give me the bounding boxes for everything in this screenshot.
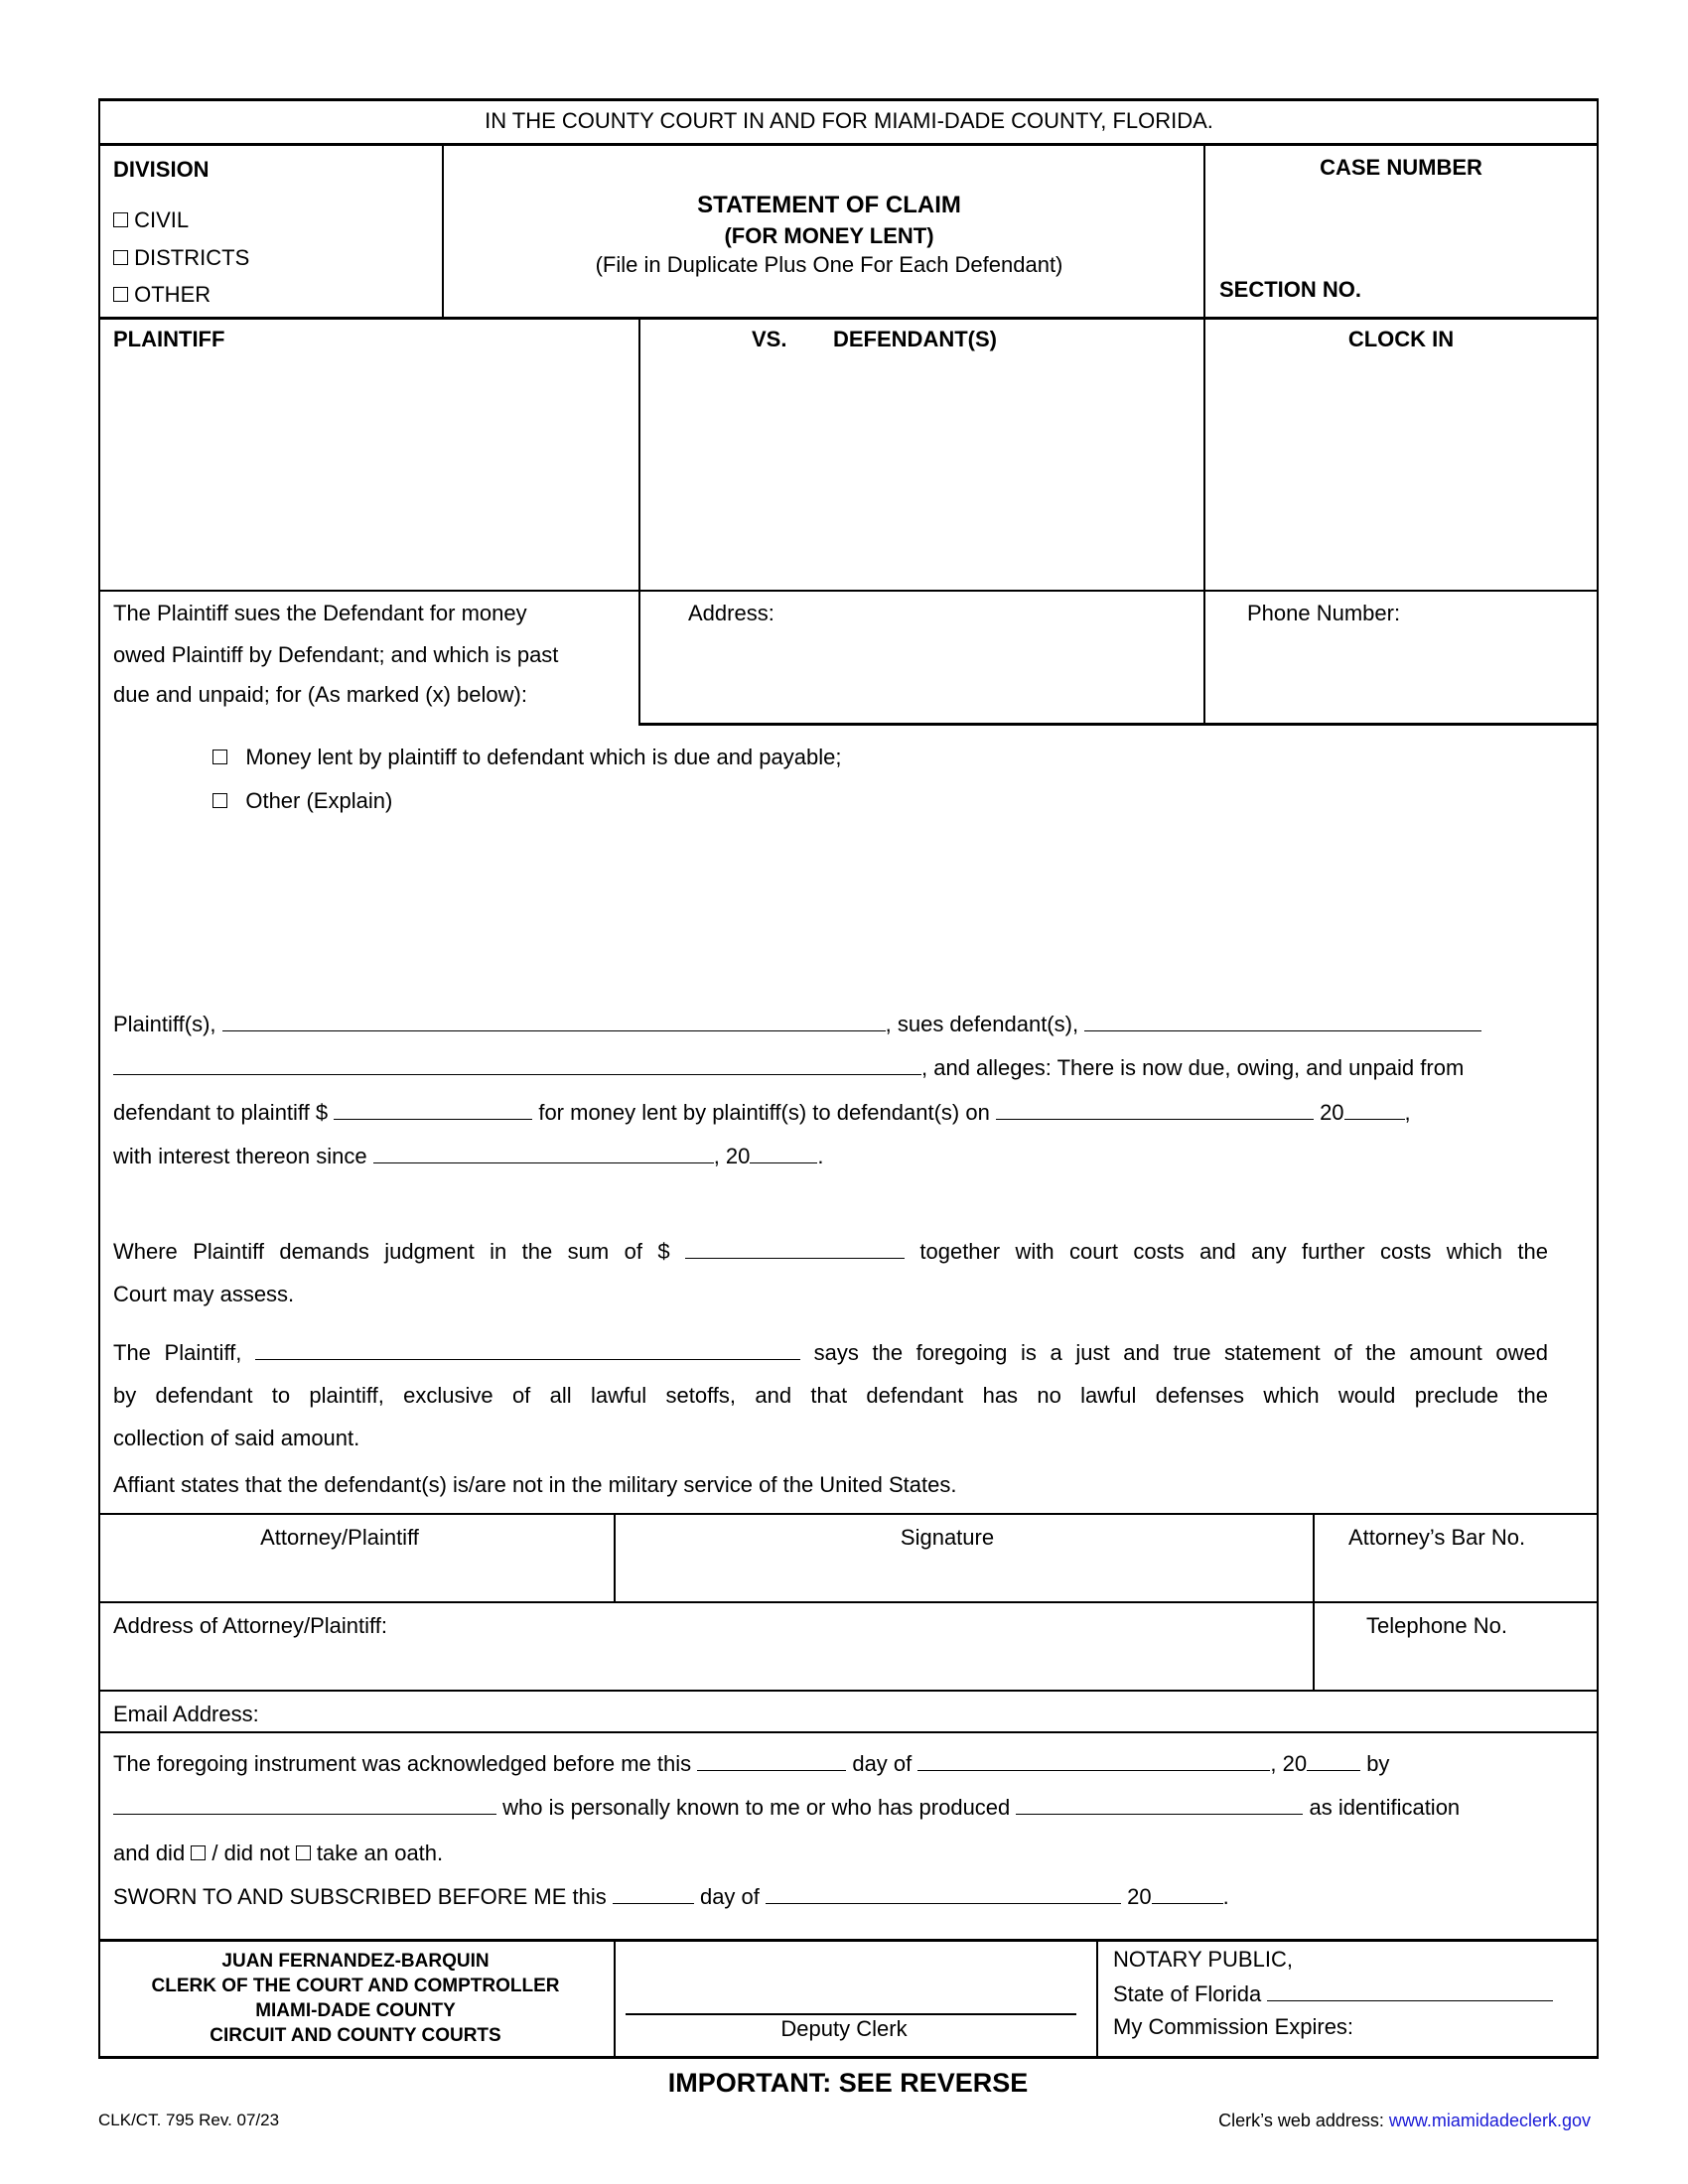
web-address [1218,2109,1591,2132]
option-label: DISTRICTS [134,245,250,270]
defendant-name-field[interactable] [1084,1013,1481,1031]
form-subtitle: (FOR MONEY LENT) [724,223,934,248]
text: 20 [1121,1884,1152,1909]
option-label: Other (Explain) [245,788,393,813]
claim-money-lent[interactable] [212,746,841,769]
loan-date-field[interactable] [996,1101,1314,1120]
text: day of [846,1751,918,1776]
text: , 20 [1270,1751,1308,1776]
text: State of Florida [1113,1981,1268,2006]
notary-line [113,1885,1229,1909]
text: for money lent by plaintiff(s) to defendant(s) on [532,1100,996,1125]
body-line [113,1101,1411,1125]
frame-left [98,98,100,2059]
intro-text: due and unpaid; for (As marked (x) below): [113,682,527,707]
text: and did [113,1841,192,1865]
text: Plaintiff(s), [113,1012,222,1036]
state-line [1113,1982,1553,2006]
intro-text: owed Plaintiff by Defendant; and which is past [113,642,559,667]
telephone-label: Telephone No. [1366,1613,1507,1638]
clerk-name: JUAN FERNANDEZ-BARQUIN [221,1951,490,1972]
state-field[interactable] [1267,1982,1553,2001]
divider [1203,144,1205,724]
divider [98,1513,1599,1515]
form-id: CLK/CT. 795 Rev. 07/23 [98,2111,280,2129]
text: says the foregoing is a just and true statement of the amount owed [813,1340,1548,1365]
text: , 20 [713,1144,751,1168]
amount-field[interactable] [334,1101,532,1120]
text: 20 [1313,1100,1344,1125]
option-label: Money lent by plaintiff to defendant which is due and payable; [245,745,842,769]
clerk-website-link[interactable]: www.miamidadeclerk.gov [1388,2111,1591,2130]
attorney-address-label: Address of Attorney/Plaintiff: [113,1613,387,1638]
commission-expires-label: My Commission Expires: [1113,2014,1354,2039]
body-line [113,1240,1548,1264]
clock-in-label: CLOCK IN [1347,327,1455,351]
form-title: STATEMENT OF CLAIM [697,192,961,218]
plaintiff-name-field[interactable] [222,1013,886,1031]
text: The Plaintiff, [113,1340,255,1365]
divider [98,1731,1599,1733]
clerk-title: CLERK OF THE COURT AND COMPTROLLER [151,1976,560,1996]
body-line [113,1013,1481,1036]
divider [1096,1940,1098,2057]
division-civil[interactable] [113,208,189,232]
text: SWORN TO AND SUBSCRIBED BEFORE ME this [113,1884,613,1909]
section-no-label: SECTION NO. [1219,277,1362,302]
divider [1313,1514,1315,1691]
body-line: Court may assess. [113,1282,295,1306]
divider [638,318,640,724]
did-not-oath-checkbox[interactable] [296,1845,311,1860]
acknowledger-name-field[interactable] [113,1796,496,1815]
body-line [113,1341,1548,1365]
text: as identification [1303,1795,1461,1820]
address-label: Address: [688,601,774,625]
bar-no-label: Attorney’s Bar No. [1347,1525,1526,1550]
divider [98,1690,1599,1692]
text: / did not [206,1841,296,1865]
text: by [1360,1751,1390,1776]
text: , sues defendant(s), [885,1012,1085,1036]
notary-line [113,1842,443,1865]
text: The foregoing instrument was acknowledged before me this [113,1751,698,1776]
body-line: by defendant to plaintiff, exclusive of all lawful setoffs, and that defendant has no lawful defenses which would preclude the [113,1383,1548,1408]
deputy-clerk-signature-line[interactable] [626,2013,1076,2015]
important-notice: IMPORTANT: SEE REVERSE [667,2068,1029,2098]
judgment-amount-field[interactable] [685,1240,905,1259]
divider [98,143,1599,146]
case-number-label: CASE NUMBER [1320,155,1482,180]
frame-right [1597,98,1599,2059]
option-label: CIVIL [134,207,190,232]
division-districts[interactable] [113,246,249,270]
deputy-clerk-label: Deputy Clerk [780,2016,908,2041]
plaintiff-label: PLAINTIFF [113,327,225,351]
defendants-label: DEFENDANT(S) [833,327,997,351]
text: day of [693,1884,766,1909]
body-line [113,1145,824,1168]
checkbox[interactable] [113,212,128,227]
divider [442,144,444,318]
signature-label: Signature [900,1525,995,1550]
sworn-day-field[interactable] [613,1885,694,1904]
body-line: collection of said amount. [113,1426,360,1450]
ack-day-field[interactable] [697,1752,846,1771]
divider [98,590,1599,592]
checkbox[interactable] [212,793,227,808]
frame-bottom [98,2056,1599,2059]
frame-top [98,98,1599,101]
divider [614,1940,616,2057]
identification-field[interactable] [1016,1796,1303,1815]
sworn-year-field[interactable] [1152,1885,1223,1904]
notary-line [113,1796,1460,1820]
divider [614,1514,616,1602]
vs-label: VS. [752,327,787,351]
checkbox[interactable] [212,750,227,764]
military-statement: Affiant states that the defendant(s) is/are not in the military service of the United States. [113,1472,957,1497]
text: who is personally known to me or who has produced [496,1795,1017,1820]
checkbox[interactable] [113,250,128,265]
body-line [113,1056,1464,1080]
interest-year-field[interactable] [750,1145,817,1163]
text: with interest thereon since [113,1144,373,1168]
divider [98,1939,1599,1942]
did-oath-checkbox[interactable] [191,1845,206,1860]
ack-year-field[interactable] [1307,1752,1360,1771]
attorney-plaintiff-label: Attorney/Plaintiff [260,1525,419,1550]
phone-label: Phone Number: [1247,601,1401,625]
email-label: Email Address: [113,1702,259,1726]
text: Clerk’s web address: [1218,2111,1389,2130]
checkbox[interactable] [113,287,128,302]
plaintiff-affiant-field[interactable] [255,1341,800,1360]
notary-public-label: NOTARY PUBLIC, [1113,1947,1293,1972]
ack-month-field[interactable] [917,1752,1270,1771]
defendant-name-field-2[interactable] [113,1056,921,1075]
court-heading: IN THE COUNTY COURT IN AND FOR MIAMI-DADE COUNTY, FLORIDA. [485,108,1213,133]
intro-text: The Plaintiff sues the Defendant for money [113,601,527,625]
text: , [1404,1100,1411,1125]
loan-year-field[interactable] [1344,1101,1405,1120]
clerk-county: MIAMI-DADE COUNTY [255,2000,456,2021]
text: together with court costs and any further costs which the [919,1239,1548,1264]
text: defendant to plaintiff $ [113,1100,335,1125]
notary-line [113,1752,1389,1776]
divider [98,1601,1599,1603]
interest-date-field[interactable] [373,1145,714,1163]
division-label: DIVISION [113,157,210,182]
filing-instruction: (File in Duplicate Plus One For Each Defendant) [595,252,1063,277]
text: Where Plaintiff demands judgment in the sum of $ [113,1239,685,1264]
text: , and alleges: There is now due, owing, and unpaid from [921,1055,1465,1080]
sworn-month-field[interactable] [766,1885,1121,1904]
option-label: OTHER [134,282,211,307]
text: take an oath. [310,1841,444,1865]
text: . [1222,1884,1229,1909]
divider [638,723,1599,726]
text: . [817,1144,824,1168]
divider [98,317,1599,320]
division-other[interactable] [113,283,211,307]
claim-other[interactable] [212,789,392,813]
clerk-courts: CIRCUIT AND COUNTY COURTS [210,2025,501,2046]
